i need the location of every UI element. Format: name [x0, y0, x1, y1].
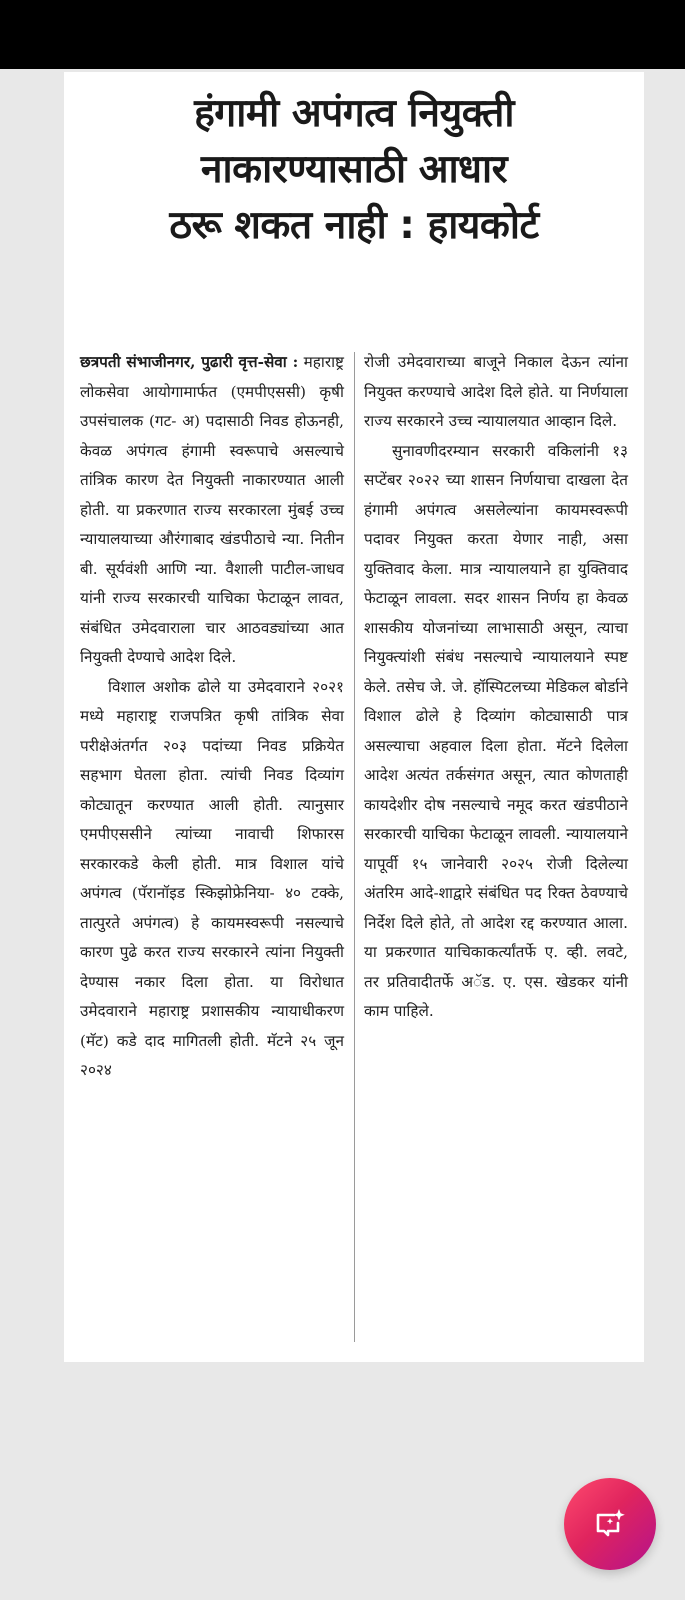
- headline-line-2: नाकारण्यासाठी आधार: [200, 147, 508, 192]
- paragraph: [80, 348, 344, 673]
- headline: [80, 86, 628, 254]
- paragraph: विशाल अशोक ढोले या उमेदवाराने २०२१ मध्ये महाराष्ट्र राजपत्रित कृषी तांत्रिक सेवा परीक्षेअंतर्गत २०३ पदांच्या निवड प्रक्रियेत सहभाग घेतला होता. त्यांची निवड दिव्यांग कोट्यातून करण्यात आली होती. त्यानुसार एमपीएससीने त्यांच्या नावाची शिफारस सरकारकडे केली होती. मात्र विशाल यांचे अपंगत्व (पॅरानॉइड स्किझोफ्रेनिया- ४० टक्के, तात्पुरते अपंगत्व) हे कायमस्वरूपी नसल्याचे कारण पुढे करत राज्य सरकारने त्यांना नियुक्ती देण्यास नकार दिला होता. या विरोधात उमेदवाराने महाराष्ट्र प्रशासकीय न्यायाधीकरण (मॅट) कडे दाद मागितली होती. मॅटने २५ जून २०२४: [80, 677, 344, 1079]
- headline-line-1: हंगामी अपंगत्व नियुक्ती: [194, 91, 514, 136]
- article-columns: [80, 348, 628, 1342]
- article-column-right: [364, 348, 628, 1342]
- dateline: छत्रपती संभाजीनगर, पुढारी वृत्त-सेवा :: [80, 353, 299, 371]
- column-divider: [354, 352, 355, 1342]
- article-column-left: [80, 348, 344, 1342]
- ai-chat-sparkle-icon: [590, 1504, 630, 1544]
- headline-line-3: ठरू शकत नाही : हायकोर्ट: [169, 203, 539, 248]
- ai-assistant-button[interactable]: [564, 1478, 656, 1570]
- top-status-bar: [0, 0, 685, 69]
- paragraph: सुनावणीदरम्यान सरकारी वकिलांनी १३ सप्टेंबर २०२२ च्या शासन निर्णयाचा दाखला देत हंगामी अपंगत्व असलेल्यांना कायमस्वरूपी पदावर नियुक्त करता येणार नाही, असा युक्तिवाद केला. मात्र न्यायालयाने हा युक्तिवाद फेटाळून लावला. सदर शासन निर्णय हा केवळ शासकीय योजनांच्या लाभासाठी असून, त्याचा नियुक्त्यांशी संबंध नसल्याचे न्यायालयाने स्पष्ट केले. तसेच जे. जे. हॉस्पिटलच्या मेडिकल बोर्डाने विशाल ढोले हे दिव्यांग कोट्यासाठी पात्र असल्याचा अहवाल दिला होता. मॅटने दिलेला आदेश अत्यंत तर्कसंगत असून, त्यात कोणताही कायदेशीर दोष नसल्याचे नमूद करत खंडपीठाने सरकारची याचिका फेटाळून लावली. न्यायालयाने यापूर्वी १५ जानेवारी २०२५ रोजी दिलेल्या अंतरिम आदे-शाद्वारे संबंधित पद रिक्त ठेवण्याचे निर्देश दिले होते, तो आदेश रद्द करण्यात आला. या प्रकरणात याचिकाकर्त्यांतर्फे ए. व्ही. लवटे, तर प्रतिवादीतर्फे अॅड. ए. एस. खेडकर यांनी काम पाहिले.: [364, 441, 628, 1020]
- paragraph: रोजी उमेदवाराच्या बाजूने निकाल देऊन त्यांना नियुक्त करण्याचे आदेश दिले होते. या निर्णयाला राज्य सरकारने उच्च न्यायालयात आव्हान दिले.: [364, 353, 628, 430]
- paragraph-text: महाराष्ट्र लोकसेवा आयोगामार्फत (एमपीएससी) कृषी उपसंचालक (गट- अ) पदासाठी निवड होऊनही, केवळ अपंगत्व हंगामी स्वरूपाचे असल्याचे तांत्रिक कारण देत नियुक्ती नाकारण्यात आली होती. या प्रकरणात राज्य सरकारला मुंबई उच्च न्यायालयाच्या औरंगाबाद खंडपीठाचे न्या. नितीन बी. सूर्यवंशी आणि न्या. वैशाली पाटील-जाधव यांनी राज्य सरकारची याचिका फेटाळून लावत, संबंधित उमेदवाराला चार आठवड्यांच्या आत नियुक्ती देण्याचे आदेश दिले.: [80, 353, 344, 666]
